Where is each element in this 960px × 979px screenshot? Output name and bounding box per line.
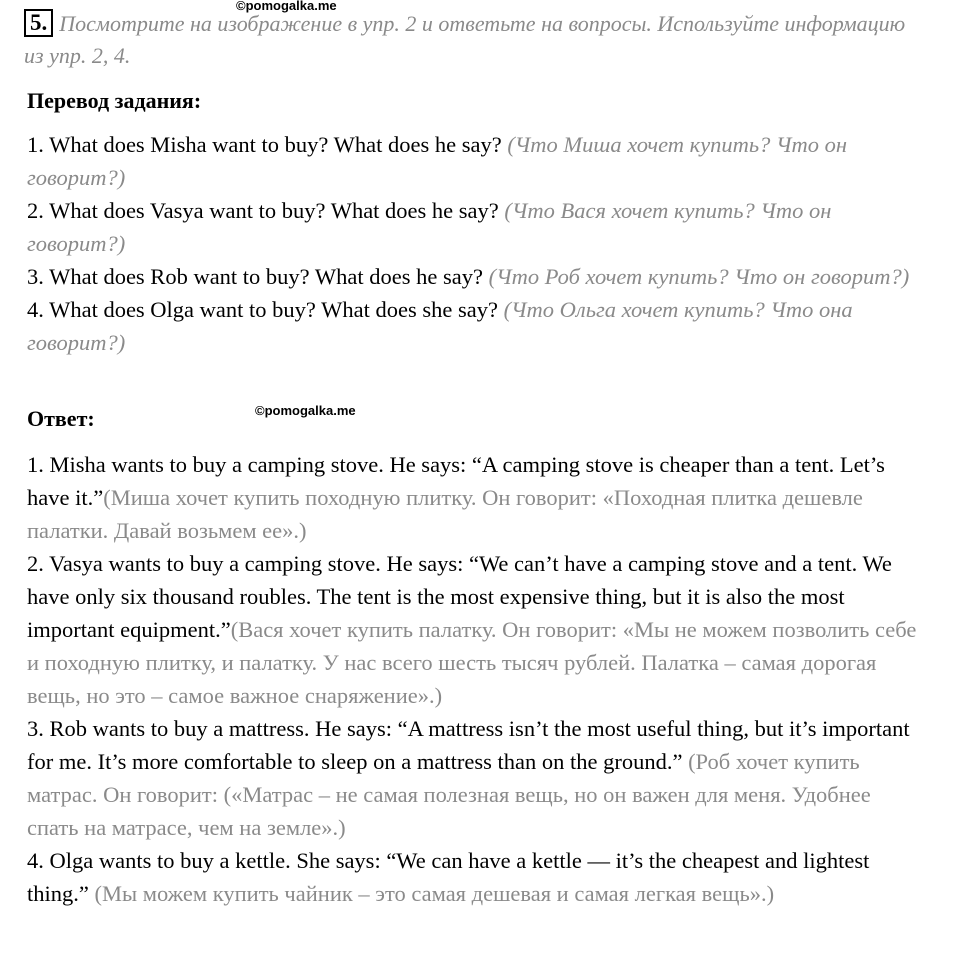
answer-ru: (Миша хочет купить походную плитку. Он говорит: «Походная плитка дешевле палатки. Давай возьмем ее».)	[27, 485, 863, 543]
answers-list	[27, 448, 927, 910]
question-en: 3. What does Rob want to buy? What does he say?	[27, 264, 483, 289]
answer-en: 2. Vasya wants to buy a camping stove. He says: “We can’t have a camping stove and a tent. We have only six thousand roubles. The tent is the most expensive thing, but it is also the most important equipment.”	[27, 551, 892, 642]
question-en: 4. What does Olga want to buy? What does she say?	[27, 297, 498, 322]
answer-item	[27, 547, 927, 712]
questions-list	[27, 128, 927, 359]
answer-item	[27, 844, 927, 910]
answer-en: 4. Olga wants to buy a kettle. She says: “We can have a kettle — it’s the cheapest and lightest thing.”	[27, 848, 870, 906]
question-ru: (Что Роб хочет купить? Что он говорит?)	[488, 264, 910, 289]
answer-en: 1. Misha wants to buy a camping stove. He says: “A camping stove is cheaper than a tent. Let’s have it.”	[27, 452, 885, 510]
task-instruction	[24, 8, 924, 72]
task-number: 5.	[24, 9, 53, 37]
answer-ru: (Мы можем купить чайник – это самая дешевая и самая легкая вещь».)	[88, 881, 775, 906]
question-ru: (Что Миша хочет купить? Что он говорит?)	[27, 132, 848, 190]
answer-item	[27, 712, 927, 844]
question-ru: (Что Ольга хочет купить? Что она говорит?)	[27, 297, 853, 355]
question-item	[27, 293, 927, 359]
question-en: 2. What does Vasya want to buy? What does he say?	[27, 198, 499, 223]
question-item	[27, 194, 927, 260]
answer-heading: Ответ:	[27, 406, 95, 431]
watermark-top: ©pomogalka.me	[236, 0, 337, 13]
answer-ru: (Вася хочет купить палатку. Он говорит: «Мы не можем позволить себе и походную плитку, и палатку. У нас всего шесть тысяч рублей. Палатка – самая дорогая вещь, но это – самое важное снаряжение».)	[27, 617, 917, 708]
translation-heading: Перевод задания:	[27, 88, 202, 113]
question-item	[27, 128, 927, 194]
watermark-mid: ©pomogalka.me	[255, 403, 356, 418]
task-text: Посмотрите на изображение в упр. 2 и ответьте на вопросы. Используйте информацию из упр. 2, 4.	[24, 11, 906, 68]
question-en: 1. What does Misha want to buy? What does he say?	[27, 132, 502, 157]
question-item	[27, 260, 927, 293]
answer-item	[27, 448, 927, 547]
question-ru: (Что Вася хочет купить? Что он говорит?)	[27, 198, 832, 256]
answer-en: 3. Rob wants to buy a mattress. He says: “A mattress isn’t the most useful thing, but it’s important for me. It’s more comfortable to sleep on a mattress than on the ground.”	[27, 716, 910, 774]
answer-ru: (Роб хочет купить матрас. Он говорит: («Матрас – не самая полезная вещь, но он важен для меня. Удобнее спать на матрасе, чем на земле».)	[27, 749, 871, 840]
